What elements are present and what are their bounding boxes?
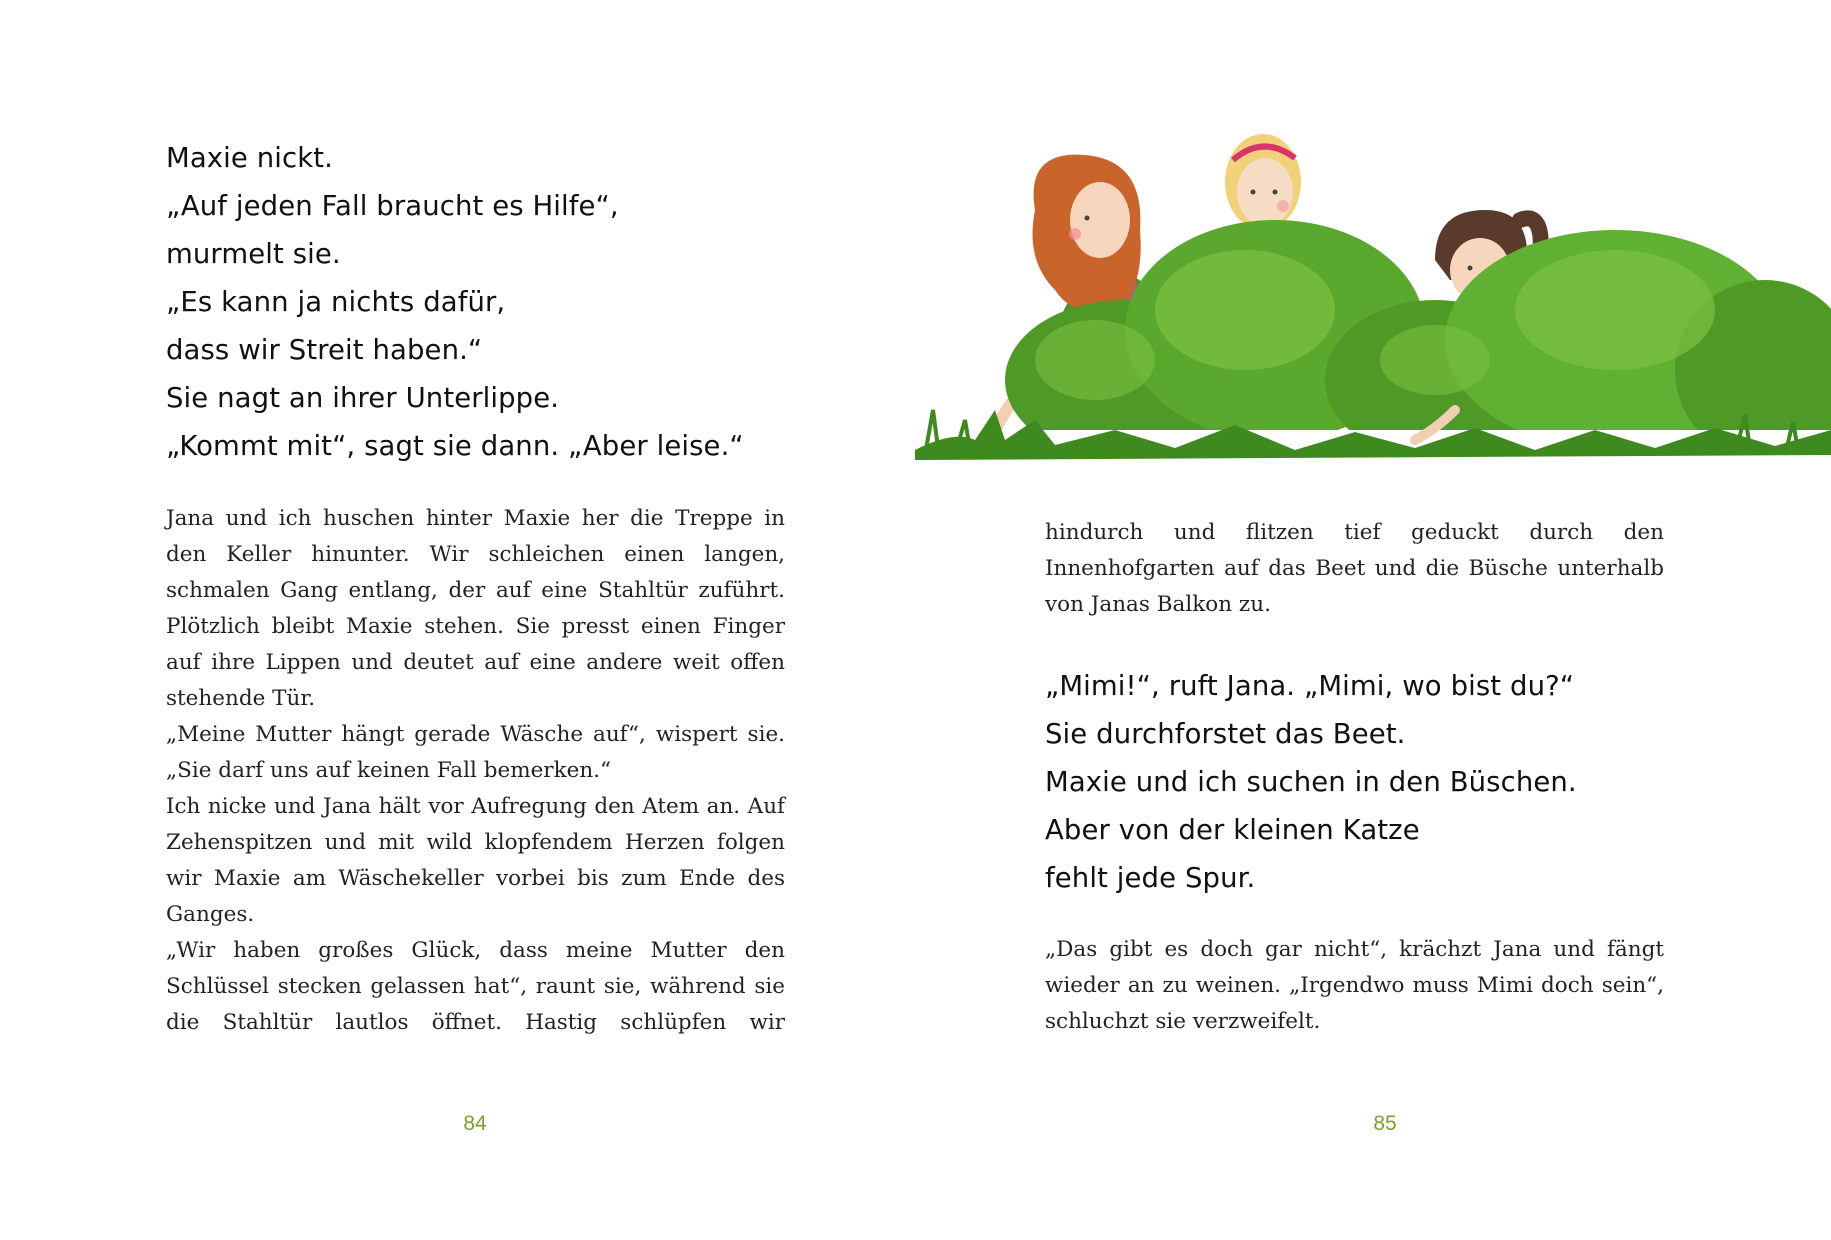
paragraph: Jana und ich huschen hinter Maxie her die Treppe in den Keller hinunter. Wir schleichen einen langen, schmalen Gang entlang, der auf eine Stahltür zuführt. Plötzlich bleibt Maxie stehen. Sie presst einen Finger auf ihre Lippen und deutet auf eine andere weit offen stehende Tür. xyxy=(166,506,785,711)
dialogue-line: „Kommt mit“, sagt sie dann. „Aber leise.“ xyxy=(166,430,744,462)
dialogue-block-right xyxy=(1045,662,1745,902)
left-page xyxy=(0,0,915,1240)
dialogue-line: „Auf jeden Fall braucht es Hilfe“, xyxy=(166,190,619,222)
paragraph: „Wir haben großes Glück, dass meine Mutter den Schlüssel stecken gelassen hat“, raunt sie, während sie die Stahltür lautlos öffnet. Hastig schlüpfen wir xyxy=(166,938,785,1035)
dialogue-line: Aber von der kleinen Katze xyxy=(1045,814,1420,846)
paragraph: Ich nicke und Jana hält vor Aufregung den Atem an. Auf Zehenspitzen und mit wild klopfendem Herzen folgen wir Maxie am Wäschekeller vorbei bis zum Ende des Ganges. xyxy=(166,794,785,927)
dialogue-line: Maxie nickt. xyxy=(166,142,333,174)
dialogue-line: Sie durchforstet das Beet. xyxy=(1045,718,1406,750)
page-number: 84 xyxy=(463,1112,487,1135)
dialogue-line: „Es kann ja nichts dafür, xyxy=(166,286,506,318)
page-number: 85 xyxy=(1373,1112,1397,1135)
dialogue-line: Sie nagt an ihrer Unterlippe. xyxy=(166,382,560,414)
paragraph: „Meine Mutter hängt gerade Wäsche auf“, wispert sie. „Sie darf uns auf keinen Fall bemerken.“ xyxy=(166,722,785,783)
dialogue-line: „Mimi!“, ruft Jana. „Mimi, wo bist du?“ xyxy=(1045,670,1575,702)
dialogue-line: Maxie und ich suchen in den Büschen. xyxy=(1045,766,1577,798)
right-page xyxy=(915,0,1831,1240)
body-text-right-bottom xyxy=(1045,932,1664,1040)
dialogue-line: murmelt sie. xyxy=(166,238,341,270)
girls-in-bushes-illustration xyxy=(915,110,1831,470)
dialogue-line: fehlt jede Spur. xyxy=(1045,862,1256,894)
dialogue-block-left xyxy=(166,134,866,470)
paragraph: hindurch und flitzen tief geduckt durch den Innenhofgarten auf das Beet und die Büsche unterhalb von Janas Balkon zu. xyxy=(1045,520,1664,617)
dialogue-line: dass wir Streit haben.“ xyxy=(166,334,483,366)
body-text-right-top xyxy=(1045,515,1664,623)
paragraph: „Das gibt es doch gar nicht“, krächzt Jana und fängt wieder an zu weinen. „Irgendwo muss Mimi doch sein“, schluchzt sie verzweifelt. xyxy=(1045,937,1664,1034)
body-text-left xyxy=(166,501,785,1041)
